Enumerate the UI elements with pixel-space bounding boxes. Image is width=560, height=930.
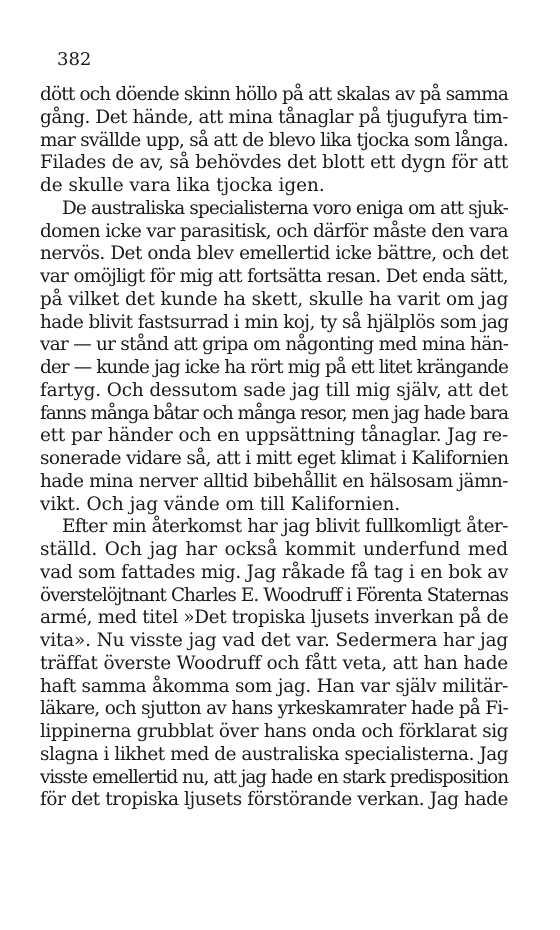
text-line: fanns många båtar och många resor, men jag hade bara [40, 402, 508, 424]
text-line: för det tropiska ljusets förstörande verkan. Jag hade [40, 789, 508, 811]
body-text [40, 84, 508, 812]
text-line: fartyg. Och dessutom sade jag till mig själv, att det [40, 379, 508, 401]
text-line: ett par händer och en uppsättning tånaglar. Jag re- [40, 425, 508, 447]
text-line: hade blivit fastsurrad i min koj, ty så hjälplös som jag [40, 311, 509, 333]
text-line: lippinerna grubblat över hans onda och förklarat sig [40, 721, 508, 742]
text-line: på vilket det kunde ha skett, skulle ha varit om jag [40, 288, 509, 310]
text-line: nervös. Det onda blev emellertid icke bättre, och det [40, 243, 508, 265]
text-line: visste emellertid nu, att jag hade en stark predisposition [40, 766, 508, 788]
text-line: De australiska specialisterna voro eniga om att sjuk- [62, 197, 508, 219]
text-line: träffat överste Woodruff och fått veta, att han hade [40, 652, 508, 674]
text-line: haft samma åkomma som jag. Han var själv militär- [40, 675, 508, 697]
text-line: överstelöjtnant Charles E. Woodruff i Förenta Staternas [40, 584, 508, 606]
text-line: Efter min återkomst har jag blivit fullkomligt åter- [62, 516, 508, 538]
text-line: vita». Nu visste jag vad det var. Sedermera har jag [40, 630, 508, 651]
text-line: sonerade vidare så, att i mitt eget klimat i Kalifornien [40, 448, 509, 469]
text-line: mar svällde upp, så att de blevo lika tjocka som långa. [40, 129, 509, 151]
text-line: gång. Det hände, att mina tånaglar på tjugufyra tim- [40, 106, 508, 128]
text-line: var omöjligt för mig att fortsätta resan. Det enda sätt, [40, 266, 508, 287]
text-line: de skulle vara lika tjocka igen. [40, 175, 325, 196]
text-line: Filades de av, så behövdes det blott ett dygn för att [40, 152, 508, 174]
text-line: domen icke var parasitisk, och därför måste den vara [40, 220, 508, 242]
text-line: slagna i likhet med de australiska specialisterna. Jag [40, 743, 509, 765]
text-line: dött och döende skinn höllo på att skalas av på samma [40, 84, 508, 105]
text-line: armé, med titel »Det tropiska ljusets inverkan på de [40, 607, 509, 629]
text-line: var — ur stånd att gripa om någonting med mina hän- [40, 334, 509, 356]
text-line: vad som fattades mig. Jag råkade få tag i en bok av [40, 561, 509, 583]
text-line: läkare, och sjutton av hans yrkeskamrater hade på Fi- [40, 698, 508, 720]
text-line: hade mina nerver alltid bibehållit en hälsosam jämn- [40, 470, 508, 492]
text-line: der — kunde jag icke ha rört mig på ett litet krängande [40, 357, 508, 378]
text-line: vikt. Och jag vände om till Kalifornien. [40, 493, 401, 515]
text-line: ställd. Och jag har också kommit underfund med [40, 539, 508, 560]
page-number: 382 [57, 49, 92, 70]
